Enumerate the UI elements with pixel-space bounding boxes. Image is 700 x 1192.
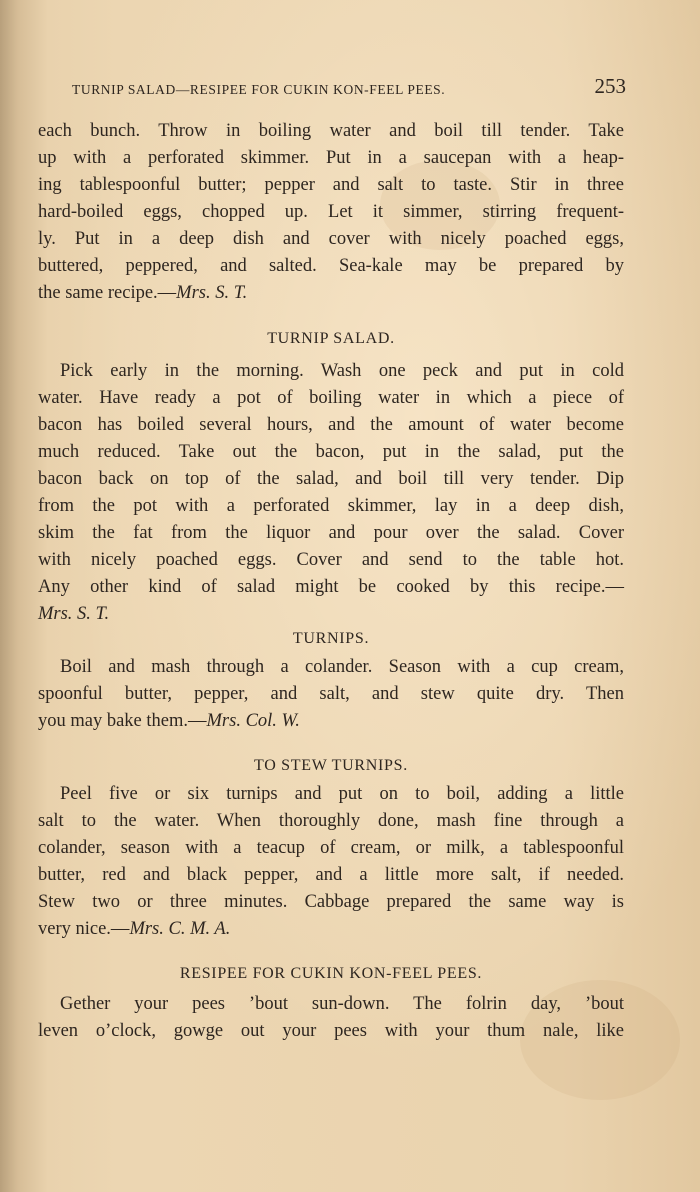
text-line: Gether your pees ’bout sun-down. The folrin day, ’bout (60, 994, 624, 1014)
text-line: Stew two or three minutes. Cabbage prepared the same way is (38, 892, 624, 912)
section-heading-turnip-salad: TURNIP SALAD. (267, 330, 395, 347)
author-signature: Mrs. C. M. A. (129, 919, 231, 939)
text-line: Any other kind of salad might be cooked by this recipe.— (38, 577, 624, 597)
text-line: from the pot with a perforated skimmer, lay in a deep dish, (38, 496, 624, 516)
text-line: bacon back on top of the salad, and boil till very tender. Dip (38, 469, 624, 489)
text-fragment: the same recipe.— (38, 283, 177, 303)
page-body (38, 118, 624, 1045)
stew-turnips-paragraph (38, 781, 624, 943)
section-heading-stew-turnips: TO STEW TURNIPS. (254, 757, 408, 774)
author-signature: Mrs. Col. W. (206, 711, 300, 731)
text-line: leven o’clock, gowge out your pees with your thum nale, like (38, 1021, 624, 1041)
text-line: hard-boiled eggs, chopped up. Let it simmer, stirring frequent- (38, 202, 624, 222)
text-line (38, 916, 624, 943)
page-header (72, 74, 632, 104)
text-line: skim the fat from the liquor and pour over the salad. Cover (38, 523, 624, 543)
text-fragment: very nice.— (38, 919, 130, 939)
text-line: much reduced. Take out the bacon, put in the salad, put the (38, 442, 624, 462)
turnip-salad-paragraph (38, 358, 624, 628)
turnips-paragraph (38, 654, 624, 735)
resipee-paragraph (38, 991, 624, 1045)
section-heading-turnips: TURNIPS. (292, 630, 370, 647)
text-line: each bunch. Throw in boiling water and boil till tender. Take (38, 121, 624, 141)
text-line (38, 708, 624, 735)
text-line: bacon has boiled several hours, and the amount of water become (38, 415, 624, 435)
text-line (38, 280, 624, 307)
text-line: with nicely poached eggs. Cover and send to the table hot. (38, 550, 624, 570)
text-line: ing tablespoonful butter; pepper and salt to taste. Stir in three (38, 175, 624, 195)
text-line: colander, season with a teacup of cream, or milk, a tablespoonful (38, 838, 624, 858)
text-line: butter, red and black pepper, and a little more salt, if needed. (38, 865, 624, 885)
page-number: 253 (594, 74, 626, 98)
intro-paragraph (38, 118, 624, 307)
text-line: spoonful butter, pepper, and salt, and stew quite dry. Then (38, 684, 624, 704)
text-line: water. Have ready a pot of boiling water in which a piece of (38, 388, 624, 408)
section-heading-resipee: RESIPEE FOR CUKIN KON-FEEL PEES. (179, 965, 483, 982)
text-line: Boil and mash through a colander. Season with a cup cream, (60, 657, 624, 677)
text-line: ly. Put in a deep dish and cover with nicely poached eggs, (38, 229, 624, 249)
text-fragment: you may bake them.— (38, 711, 207, 731)
text-line: up with a perforated skimmer. Put in a saucepan with a heap- (38, 148, 624, 168)
text-line: Peel five or six turnips and put on to boil, adding a little (60, 784, 624, 804)
text-line: buttered, peppered, and salted. Sea-kale may be prepared by (38, 256, 624, 276)
author-signature: Mrs. S. T. (176, 283, 248, 303)
running-head: TURNIP SALAD—RESIPEE FOR CUKIN KON-FEEL PEES. (72, 82, 446, 97)
text-line: Pick early in the morning. Wash one peck and put in cold (60, 361, 624, 381)
author-signature: Mrs. S. T. (38, 604, 110, 624)
text-line: salt to the water. When thoroughly done, mash fine through a (38, 811, 624, 831)
